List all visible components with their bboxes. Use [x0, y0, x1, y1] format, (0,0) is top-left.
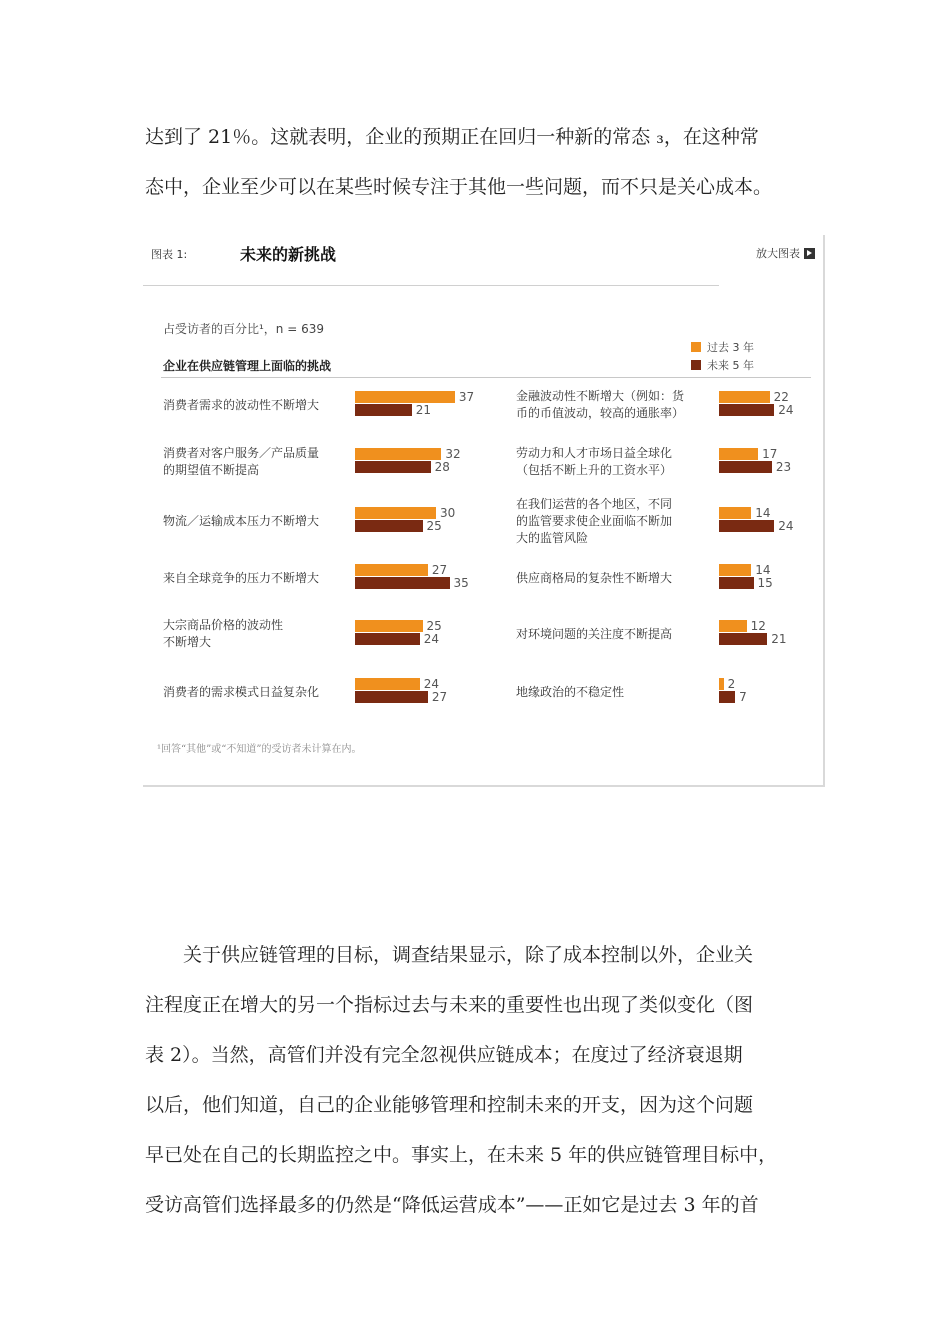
figure-chart-1 — [143, 235, 825, 787]
bar-future — [719, 520, 774, 532]
legend-label-past: 过去 3 年 — [707, 341, 754, 354]
text-line: 受访高管们选择最多的仍然是“降低运营成本”——正如它是过去 3 年的首 — [145, 1194, 759, 1216]
category-label — [516, 445, 672, 479]
value-label-past: 2 — [727, 677, 736, 691]
category-label-line: 币的币值波动，较高的通胀率） — [516, 406, 685, 420]
bar-future — [719, 633, 767, 645]
value-label-future: 27 — [431, 690, 448, 704]
legend-item-past — [691, 339, 754, 355]
value-label-future: 35 — [453, 576, 469, 590]
value-label-future: 21 — [771, 632, 787, 646]
enlarge-icon — [804, 248, 815, 259]
value-label-past: 30 — [440, 506, 456, 520]
figure-label: 图表 1: — [151, 248, 188, 261]
value-label-past: 14 — [755, 506, 771, 520]
value-label-future: 24 — [778, 519, 794, 533]
value-label-future: 24 — [423, 632, 440, 646]
value-label-future: 15 — [757, 576, 773, 590]
text-line: 表 2）。当然，高管们并没有完全忽视供应链成本；在度过了经济衰退期 — [145, 1044, 743, 1066]
category-label-line: 大的监管风险 — [516, 530, 589, 545]
chart-row — [143, 390, 823, 430]
category-label-line: 金融波动性不断增大（例如：货 — [516, 389, 685, 403]
category-label-line: 消费者的需求模式日益复杂化 — [163, 684, 320, 699]
category-label — [516, 388, 684, 422]
value-label-past: 12 — [750, 619, 766, 633]
text-line: 关于供应链管理的目标，调查结果显示，除了成本控制以外，企业关 — [183, 944, 754, 966]
bar-future — [719, 691, 735, 703]
bar-future — [719, 461, 772, 473]
value-label-past: 27 — [431, 563, 448, 577]
category-label-line: 来自全球竞争的压力不断增大 — [163, 570, 320, 585]
category-label-line: 供应商格局的复杂性不断增大 — [516, 570, 673, 585]
body-paragraph — [145, 930, 810, 1230]
bar-past — [719, 678, 724, 690]
divider — [161, 377, 811, 378]
value-label-future: 25 — [426, 519, 442, 533]
chart-row — [143, 496, 823, 546]
figure-footnote: ¹回答“其他”或“不知道”的受访者未计算在内。 — [157, 744, 362, 755]
bar-past — [719, 507, 751, 519]
category-label-line: 的期望值不断提高 — [163, 463, 260, 477]
text-line: 早已处在自己的长期监控之中。事实上，在未来 5 年的供应链管理目标中， — [145, 1144, 778, 1166]
chart-heading: 企业在供应链管理上面临的挑战 — [163, 359, 332, 373]
category-label — [516, 626, 672, 643]
chart-row — [143, 563, 823, 603]
value-label-future: 21 — [415, 403, 431, 417]
category-label-line: 在我们运营的各个地区，不同 — [516, 496, 673, 511]
legend-item-future — [691, 357, 754, 373]
chart-row — [143, 677, 823, 717]
value-label-future: 24 — [778, 403, 794, 417]
bar-past — [719, 620, 747, 632]
legend-swatch-future — [691, 360, 701, 370]
category-label-line: 消费者对客户服务／产品质量 — [163, 446, 320, 460]
value-label-future: 23 — [775, 460, 792, 474]
category-label — [516, 496, 672, 547]
enlarge-chart-link[interactable] — [756, 245, 815, 261]
figure-title: 未来的新挑战 — [240, 245, 337, 264]
category-label-line: 劳动力和人才市场日益全球化 — [516, 446, 673, 460]
category-label-line: 的监管要求使企业面临不断加 — [516, 513, 673, 528]
category-label-line: 不断增大 — [163, 635, 212, 649]
bar-past — [719, 391, 770, 403]
category-label-line: 物流／运输成本压力不断增大 — [163, 513, 320, 528]
intro-paragraph — [145, 112, 810, 212]
value-label-future: 28 — [434, 460, 450, 474]
bar-past — [719, 564, 751, 576]
bar-past — [719, 448, 758, 460]
category-label-line: 地缘政治的不稳定性 — [516, 684, 625, 699]
category-label-line: 消费者需求的波动性不断增大 — [163, 397, 320, 412]
chart-row — [143, 447, 823, 487]
value-label-future: 7 — [739, 690, 747, 704]
category-label — [516, 570, 672, 587]
legend-label-future: 未来 5 年 — [707, 359, 754, 372]
value-label-past: 37 — [458, 390, 475, 404]
value-label-past: 32 — [445, 447, 461, 461]
category-label — [516, 684, 624, 701]
legend-swatch-past — [691, 342, 701, 352]
divider — [143, 285, 719, 286]
value-label-past: 17 — [762, 447, 778, 461]
enlarge-chart-label: 放大图表 — [756, 247, 800, 260]
chart-row — [143, 619, 823, 659]
bar-future — [719, 404, 774, 416]
figure-subtitle: 占受访者的百分比¹，n = 639 — [163, 322, 325, 336]
text-line: 注程度正在增大的另一个指标过去与未来的重要性也出现了类似变化（图 — [145, 994, 754, 1016]
text-line: 以后，他们知道，自己的企业能够管理和控制未来的开支，因为这个问题 — [145, 1094, 754, 1116]
value-label-past: 22 — [773, 390, 789, 404]
category-label-line: （包括不断上升的工资水平） — [516, 463, 673, 477]
bar-future — [719, 577, 754, 589]
value-label-past: 24 — [423, 677, 440, 691]
value-label-past: 14 — [755, 563, 771, 577]
category-label-line: 对环境问题的关注度不断提高 — [516, 626, 673, 641]
category-label-line: 大宗商品价格的波动性 — [163, 618, 284, 632]
value-label-past: 25 — [426, 619, 442, 633]
text-line: 态中，企业至少可以在某些时候专注于其他一些问题，而不只是关心成本。 — [145, 176, 773, 198]
text-line: 达到了 21％。这就表明，企业的预期正在回归一种新的常态 ₃，在这种常 — [145, 126, 759, 148]
